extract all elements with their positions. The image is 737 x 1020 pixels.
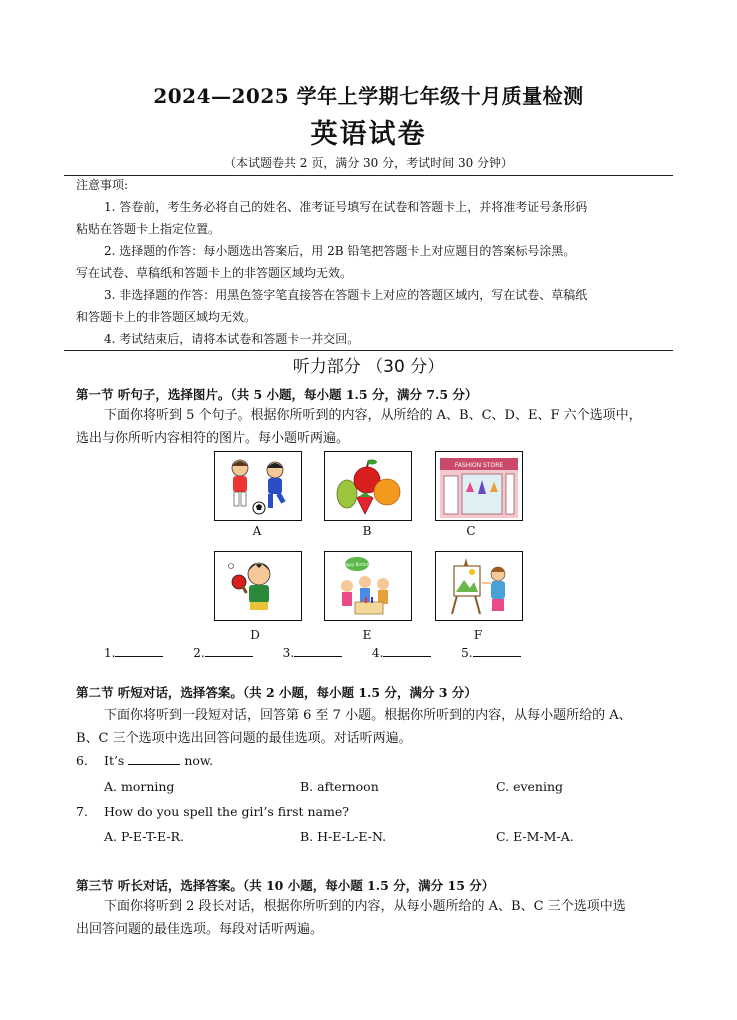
blank-line <box>473 644 521 657</box>
notice-line-7: 4. 考试结束后，请将本试卷和答题卡一并交回。 <box>104 332 360 346</box>
blank-number: 2. <box>193 646 205 660</box>
question-7-option-a[interactable]: A. P-E-T-E-R. <box>104 829 184 844</box>
picture-a <box>214 451 302 521</box>
blank-number: 3. <box>282 646 295 660</box>
notice-heading: 注意事项: <box>76 178 129 192</box>
notice-line-1: 1. 答卷前，考生务必将自己的姓名、准考证号填写在试卷和答题卡上，并将准考证号条形码 <box>104 200 588 214</box>
notice-line-3: 2. 选择题的作答：每小题选出答案后，用 2B 铅笔把答题卡上对应题目的答案标号涂黑。 <box>104 244 576 258</box>
part3-heading: 第三节 听长对话，选择答案。（共 10 小题，每小题 1.5 分，满分 15 分） <box>76 878 495 893</box>
picture-e <box>324 551 412 621</box>
picture-a-label: A <box>252 524 262 538</box>
part1-instruction-1: 下面你将听到 5 个句子。根据你所听到的内容，从所给的 A、B、C、D、E、F 六个选项中， <box>104 408 642 423</box>
notice-line-6: 和答题卡上的非答题区域均无效。 <box>76 310 257 324</box>
picture-d <box>214 551 302 621</box>
part1-instruction-2: 选出与你所听内容相符的图片。每小题听两遍。 <box>76 431 350 446</box>
question-6-option-a[interactable]: A. morning <box>104 779 175 794</box>
blank-number: 5. <box>461 646 473 660</box>
notice-line-5: 3. 非选择题的作答：用黑色签字笔直接答在答题卡上对应的答题区域内，写在试卷、草稿纸 <box>104 288 588 302</box>
fruit-icon <box>325 452 411 520</box>
question-7-option-b[interactable]: B. H-E-L-E-N. <box>300 829 387 844</box>
top-divider <box>64 175 673 176</box>
birthday-sign-text: Happy Birthday <box>341 562 373 567</box>
listening-title: 听力部分 （30 分） <box>292 357 445 377</box>
answer-blank-5[interactable] <box>461 644 520 660</box>
picture-b-label: B <box>362 524 372 538</box>
birthday-party-icon <box>325 552 411 620</box>
blank-line <box>383 644 431 657</box>
ping-pong-boy-icon <box>215 552 301 620</box>
question-6-option-c[interactable]: C. evening <box>496 779 564 794</box>
answer-blank-2[interactable] <box>193 644 252 660</box>
question-6-pre: It’s <box>104 753 125 768</box>
store-sign-text: FASHION STORE <box>454 462 504 469</box>
question-6-blank[interactable] <box>128 753 180 765</box>
painting-girl-icon <box>436 552 522 620</box>
part3-instruction-1: 下面你将听到 2 段长对话，根据你所听到的内容，从每小题所给的 A、B、C 三个选项中选 <box>104 899 626 914</box>
blank-number: 4. <box>371 646 384 660</box>
picture-e-label: E <box>362 628 372 642</box>
fashion-store-icon <box>436 452 522 520</box>
notice-line-2: 粘贴在答题卡上指定位置。 <box>76 222 221 236</box>
question-6-post: now. <box>184 753 214 768</box>
exam-note: （本试题卷共 2 页，满分 30 分，考试时间 30 分钟） <box>223 156 514 170</box>
question-6-text <box>104 753 213 768</box>
blank-line <box>205 644 253 657</box>
part2-heading: 第二节 听短对话，选择答案。（共 2 小题，每小题 1.5 分，满分 3 分） <box>76 685 477 700</box>
subject-title: 英语试卷 <box>310 119 427 150</box>
question-6-option-b[interactable]: B. afternoon <box>300 779 379 794</box>
picture-f-label: F <box>473 628 483 642</box>
question-6-number: 6. <box>76 753 88 768</box>
question-7-text: How do you spell the girl’s first name? <box>104 804 349 819</box>
answer-blanks <box>104 644 547 660</box>
picture-f <box>435 551 523 621</box>
exam-title: 2024—2025 学年上学期七年级十月质量检测 <box>153 84 584 108</box>
answer-blank-4[interactable] <box>372 644 431 660</box>
answer-blank-1[interactable] <box>104 644 163 660</box>
picture-d-label: D <box>250 628 260 642</box>
part2-instruction-1: 下面你将听到一段短对话，回答第 6 至 7 小题。根据你所听到的内容，从每小题所给的 A、 <box>104 708 632 723</box>
picture-c-label: C <box>466 524 476 538</box>
bottom-divider <box>64 350 673 351</box>
blank-number: 1. <box>104 646 116 660</box>
question-7-option-c[interactable]: C. E-M-M-A. <box>496 829 574 844</box>
answer-blank-3[interactable] <box>283 644 342 660</box>
question-7-number: 7. <box>76 804 88 819</box>
notice-line-4: 写在试卷、草稿纸和答题卡上的非答题区域均无效。 <box>76 266 353 280</box>
kids-soccer-icon <box>215 452 301 520</box>
blank-line <box>294 644 342 657</box>
picture-c <box>435 451 523 521</box>
picture-b <box>324 451 412 521</box>
part3-instruction-2: 出回答问题的最佳选项。每段对话听两遍。 <box>76 922 324 937</box>
part2-instruction-2: B、C 三个选项中选出回答问题的最佳选项。对话听两遍。 <box>76 731 412 746</box>
blank-line <box>115 644 163 657</box>
part1-heading: 第一节 听句子，选择图片。（共 5 小题，每小题 1.5 分，满分 7.5 分） <box>76 387 478 402</box>
